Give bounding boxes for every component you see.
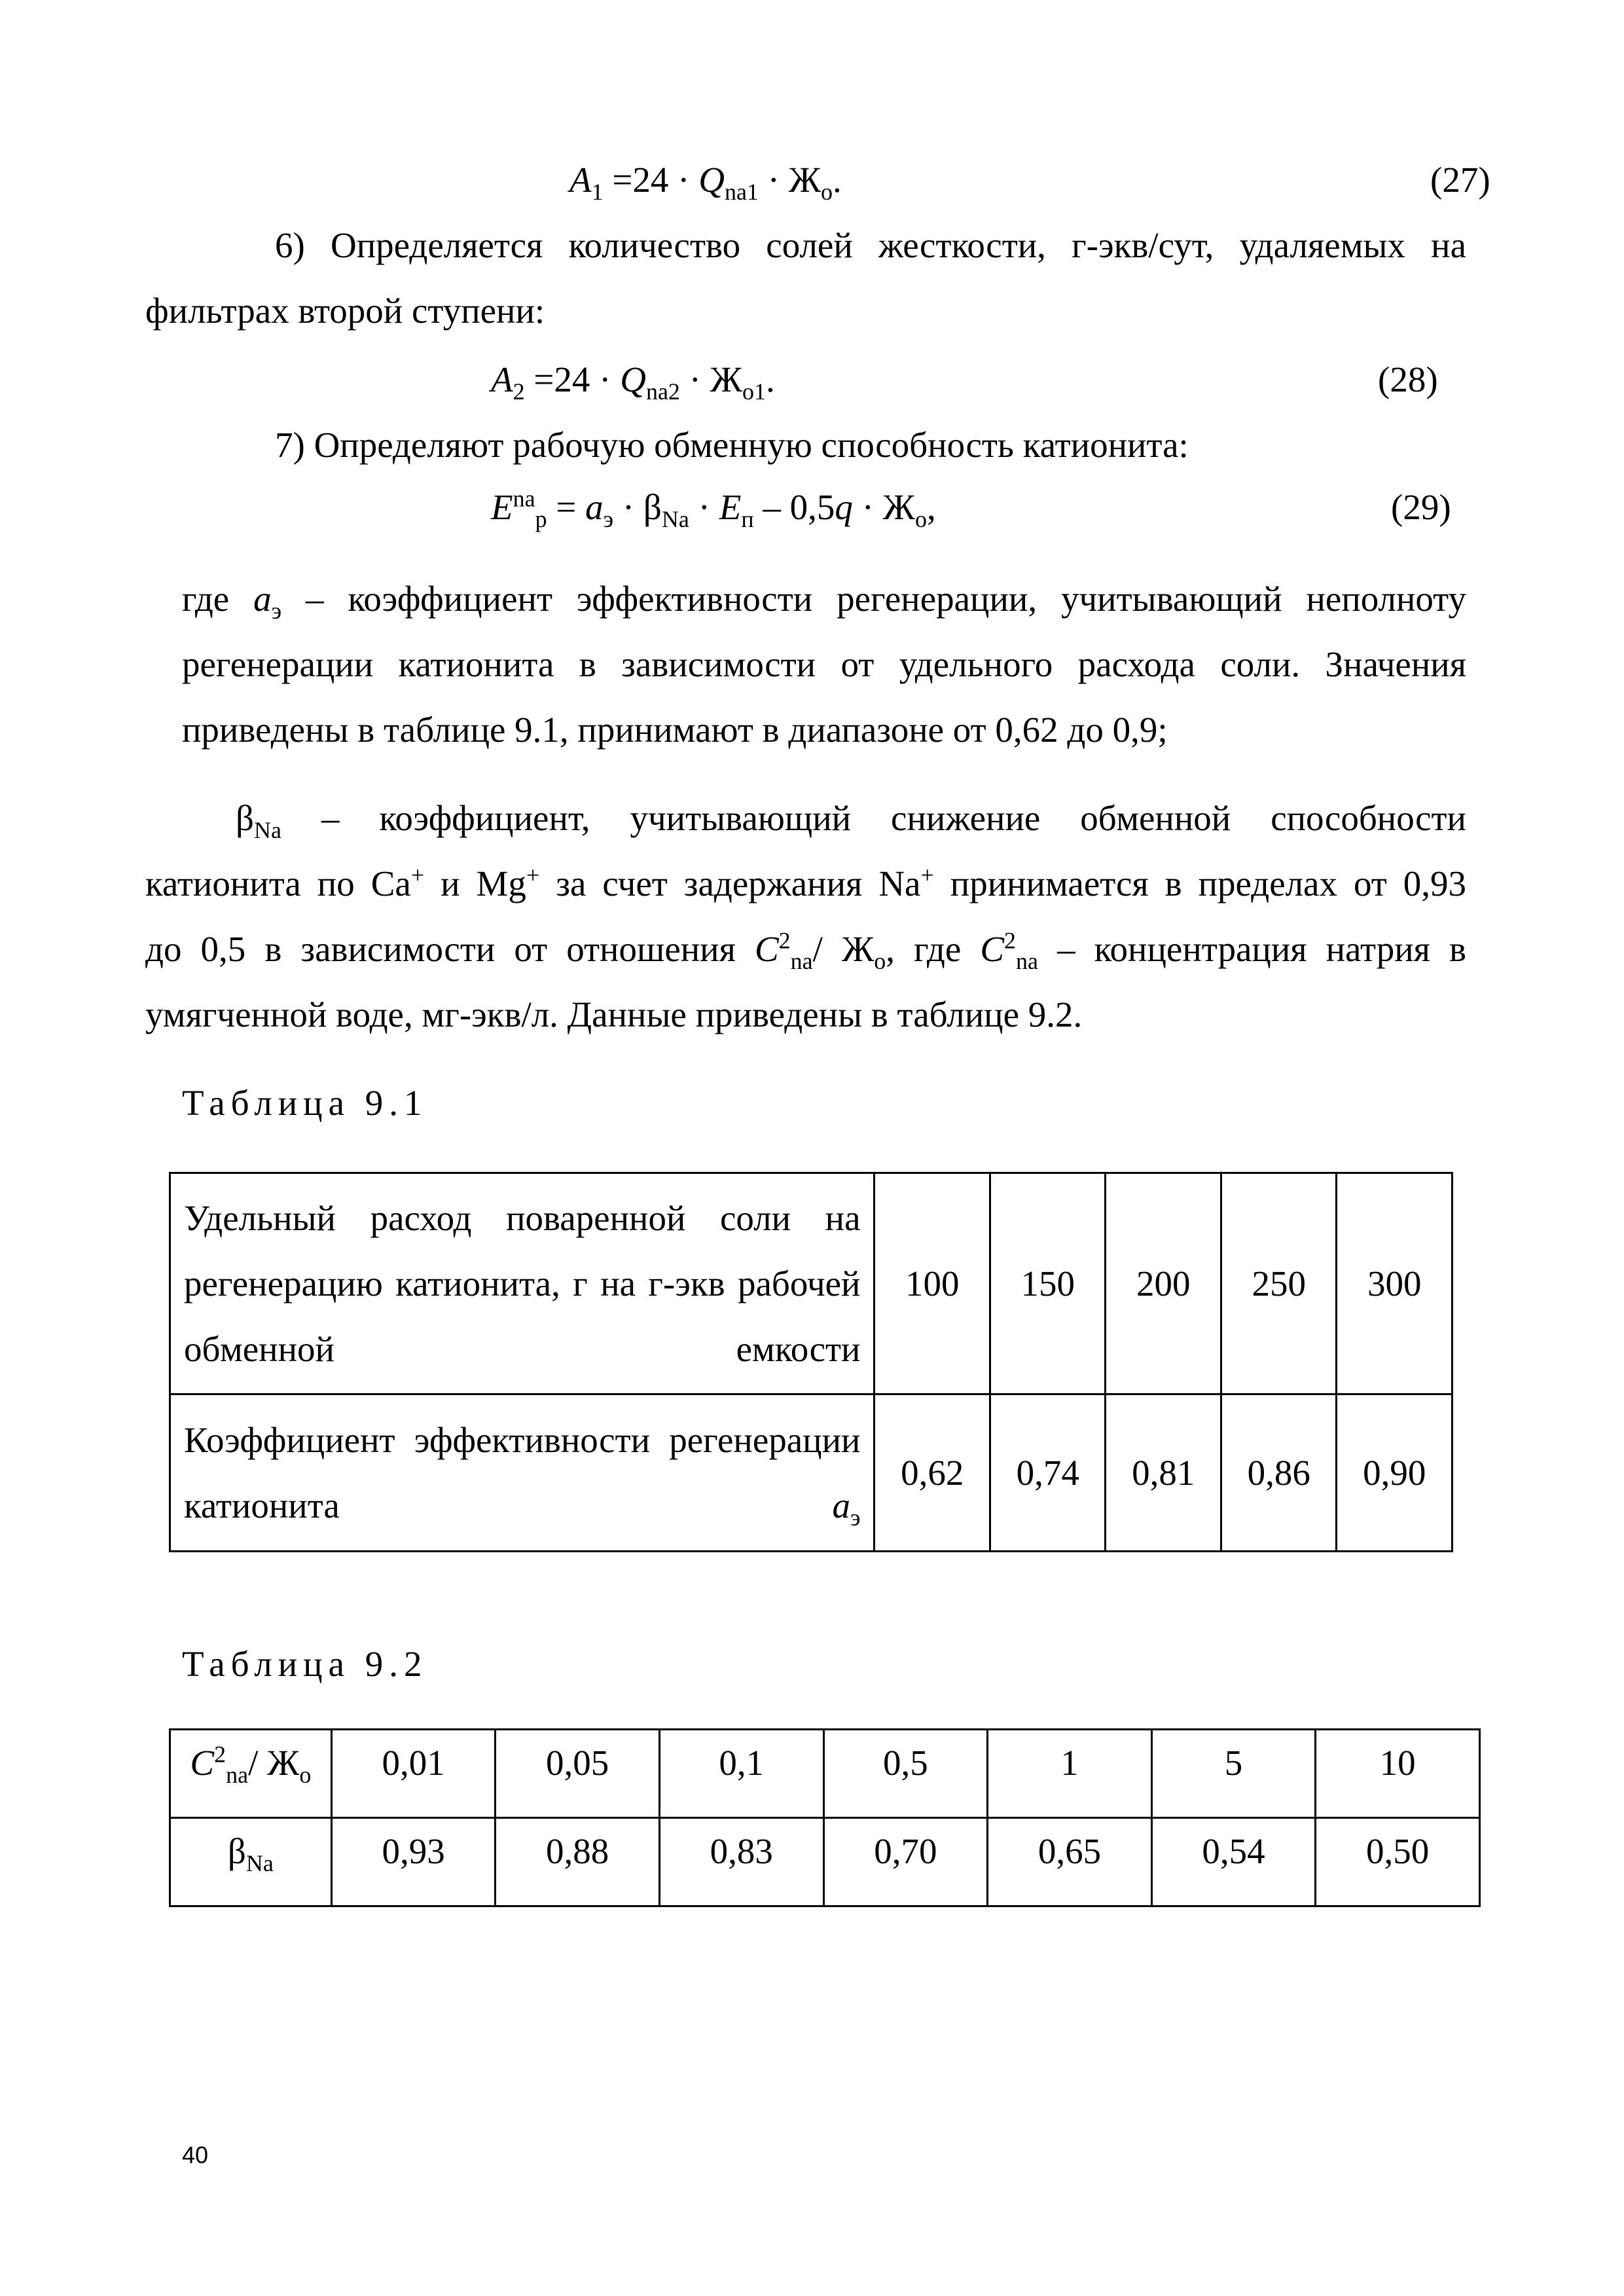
table-cell: 0,65 — [988, 1818, 1152, 1906]
beta-line-3: до 0,5 в зависимости от отношения $C^2_{na}/$ $Ж_о$, где $C^2_{na}$ – концентрация натрия в — [145, 927, 1466, 974]
table-cell: 0,93 — [331, 1818, 496, 1906]
table-cell: 0,86 — [1221, 1394, 1337, 1552]
table-9-2-caption: Таблица 9.2 — [182, 1644, 428, 1684]
table-cell: 300 — [1337, 1173, 1453, 1394]
table-cell: 0,62 — [875, 1394, 990, 1552]
table-cell-header: $C^2_{na}/$ $Ж_о$ — [170, 1730, 332, 1818]
table-9-1-caption: Таблица 9.1 — [182, 1083, 428, 1123]
table-row — [170, 1394, 1453, 1552]
table-cell-header: Удельный расход поваренной соли на регенерацию катионита, г на г-экв рабочей обменной емкости — [170, 1173, 875, 1394]
where-line-2: регенерации катионита в зависимости от удельного расхода соли. Значения — [182, 644, 1466, 684]
table-cell: 5 — [1151, 1730, 1316, 1818]
beta-line-4: умягченной воде, мг-экв/л. Данные приведены в таблице 9.2. — [145, 994, 1083, 1034]
table-cell: 0,70 — [823, 1818, 988, 1906]
table-cell-header: Коэффициент эффективности регенерации катионита $a_э$ — [170, 1394, 875, 1552]
table-cell: 10 — [1316, 1730, 1480, 1818]
paragraph-6-line-1: 6) Определяется количество солей жесткости, г-экв/сут, удаляемых на — [275, 225, 1466, 265]
equation-number-29: (29) — [1391, 487, 1451, 527]
table-cell: 0,50 — [1316, 1818, 1480, 1906]
table-cell: 0,54 — [1151, 1818, 1316, 1906]
table-row — [170, 1730, 1480, 1818]
table-cell: 0,88 — [496, 1818, 660, 1906]
paragraph-7: 7) Определяют рабочую обменную способность катионита: — [275, 425, 1189, 465]
table-cell: 0,90 — [1337, 1394, 1453, 1552]
table-cell: 1 — [988, 1730, 1152, 1818]
table-9-1 — [169, 1172, 1453, 1552]
table-cell-header: $\beta_{Na}$ — [170, 1818, 332, 1906]
beta-line-1: $\beta_{Na}$ – коэффициент, учитывающий снижение обменной способности — [236, 798, 1466, 843]
formula-27: $A_1 =24 \cdot Q_{na1} \cdot Ж_о$. — [569, 160, 842, 205]
table-row — [170, 1173, 1453, 1394]
where-line-1: где $a_э$ – коэффициент эффективности регенерации, учитывающий неполноту — [182, 579, 1466, 624]
table-row — [170, 1818, 1480, 1906]
table-cell: 100 — [875, 1173, 990, 1394]
equation-number-27: (27) — [1430, 160, 1490, 200]
table-cell: 0,81 — [1106, 1394, 1221, 1552]
beta-line-2: катионита по Ca+ и Mg+ за счет задержания Na+ принимается в пределах от 0,93 — [145, 862, 1466, 903]
table-cell: 150 — [990, 1173, 1106, 1394]
table-cell: 250 — [1221, 1173, 1337, 1394]
formula-29: $E^{na}_р = a_э \cdot \beta_{Na} \cdot E_п - 0,5q \cdot Ж_о$, — [491, 485, 936, 532]
table-cell: 0,01 — [331, 1730, 496, 1818]
table-cell: 0,74 — [990, 1394, 1106, 1552]
table-cell: 0,83 — [659, 1818, 823, 1906]
table-cell: 0,05 — [496, 1730, 660, 1818]
table-cell: 0,1 — [659, 1730, 823, 1818]
page-number: 40 — [182, 2141, 209, 2168]
formula-28: $A_2 =24 \cdot Q_{na2} \cdot Ж_{о1}$. — [491, 359, 775, 405]
table-9-2 — [169, 1728, 1481, 1907]
equation-number-28: (28) — [1378, 359, 1438, 399]
where-line-3: приведены в таблице 9.1, принимают в диапазоне от 0,62 до 0,9; — [182, 710, 1168, 750]
table-cell: 0,5 — [823, 1730, 988, 1818]
paragraph-6-line-2: фильтрах второй ступени: — [145, 291, 545, 331]
table-cell: 200 — [1106, 1173, 1221, 1394]
